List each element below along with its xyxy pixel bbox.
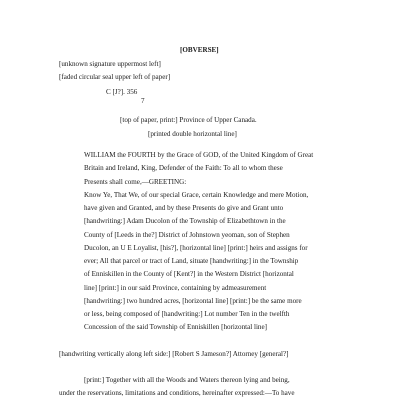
text-line: or less, being composed of [handwriting:] Lot number Ten in the twelfth — [84, 310, 290, 318]
reference-number: 7 — [141, 97, 145, 105]
paragraph-two-line-2: under the reservations, limitations and conditions, hereinafter expressed:—To have — [59, 389, 295, 397]
text-line: Know Ye, That We, of our special Grace, certain Knowledge and mere Motion, — [84, 190, 309, 199]
text-line: Britain and Ireland, King, Defender of the Faith: To all to whom these — [84, 164, 283, 173]
double-line-note: [printed double horizontal line] — [148, 130, 237, 138]
text-line: [handwriting:] two hundred acres, [horizontal line] [print:] be the same more — [84, 296, 302, 305]
side-handwriting-note: [handwriting vertically along left side:] [Robert S Jameson?] Attorney [general?] — [59, 350, 289, 358]
seal-note: [faded circular seal upper left of paper] — [59, 73, 171, 82]
text-line: Concession of the said Township of Enniskillen [horizontal line] — [84, 323, 267, 332]
reference-code: C [J?]. 356 — [106, 88, 138, 96]
signature-note: [unknown signature uppermost left] — [59, 60, 161, 68]
text-line: line] [print:] in our said Province, containing by admeasurement — [84, 283, 267, 292]
obverse-heading: [OBVERSE] — [180, 46, 219, 54]
archival-notes — [59, 58, 170, 85]
text-line: County of [Leeds in the?] District of Johnstown yeoman, son of Stephen — [84, 230, 290, 239]
grant-text — [84, 149, 313, 335]
text-line: ever; All that parcel or tract of Land, situate [handwriting:] in the Township — [84, 257, 299, 265]
text-line: WILLIAM the FOURTH by the Grace of GOD, of the United Kingdom of Great — [84, 151, 314, 159]
text-line: Ducolon, an U E Loyalist, [his?], [horizontal line] [print:] heirs and assigns for — [84, 243, 308, 252]
text-line: have given and Granted, and by these Presents do give and Grant unto — [84, 204, 284, 212]
province-header: [top of paper, print:] Province of Upper Canada. — [120, 116, 257, 124]
paragraph-two-line-1: [print:] Together with all the Woods and Waters thereon lying and being, — [84, 376, 290, 384]
text-line: of Enniskillen in the County of [Kent?] in the Western District [horizontal — [84, 270, 294, 279]
text-line: Presents shall come,—GREETING: — [84, 177, 187, 186]
text-line: [handwriting:] Adam Ducolon of the Township of Elizabethtown in the — [84, 217, 286, 226]
